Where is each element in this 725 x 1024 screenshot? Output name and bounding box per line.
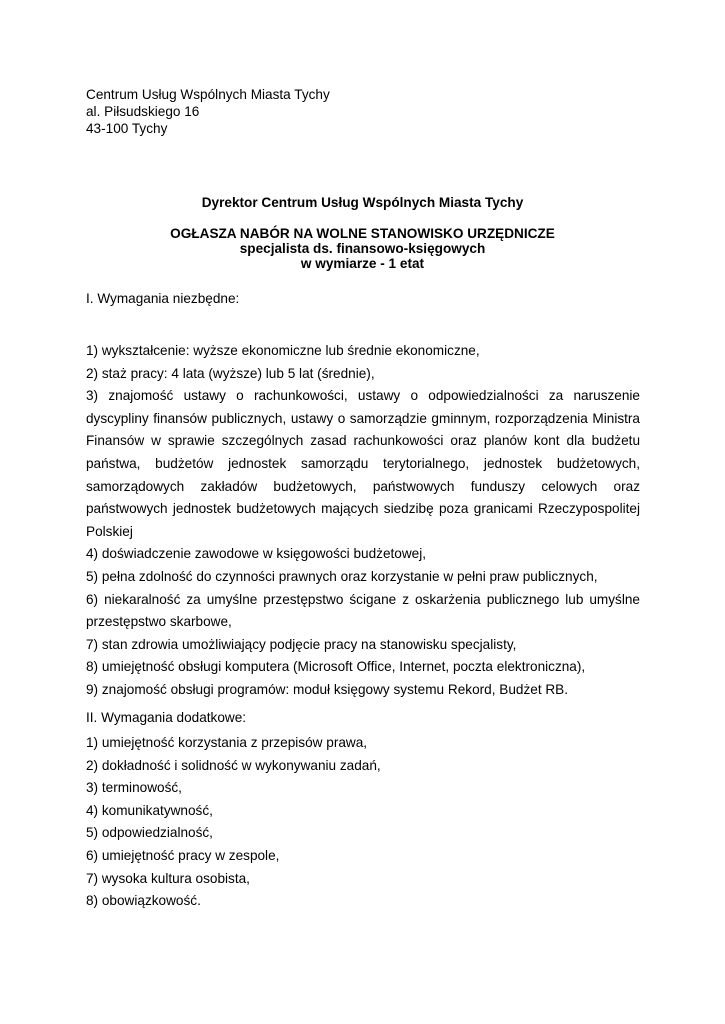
list-item: 4) komunikatywność, <box>86 802 213 818</box>
list-item: 5) odpowiedzialność, <box>86 825 213 841</box>
list-item: 2) staż pracy: 4 lata (wyższe) lub 5 lat (średnie), <box>86 365 375 381</box>
list-item: 1) umiejętność korzystania z przepisów prawa, <box>86 735 368 750</box>
list-item: 7) wysoka kultura osobista, <box>86 870 250 886</box>
list-item: 5) pełna zdolność do czynności prawnych oraz korzystanie w pełni praw publicznych, <box>86 568 598 584</box>
announcement-heading <box>0 226 725 271</box>
additional-qualifications-list <box>86 732 640 913</box>
list-item: 1) wykształcenie: wyższe ekonomiczne lub średnie ekonomiczne, <box>86 343 480 358</box>
sender-address <box>86 86 330 137</box>
employment-scope: w wymiarze - 1 etat <box>300 256 425 271</box>
required-qualifications-list <box>86 340 640 702</box>
address-line-city: 43-100 Tychy <box>86 121 168 136</box>
list-item: 6) umiejętność pracy w zespole, <box>86 847 280 863</box>
announcement-title: OGŁASZA NABÓR NA WOLNE STANOWISKO URZĘDNICZE <box>170 226 555 241</box>
list-item: 8) umiejętność obsługi komputera (Microsoft Office, Internet, poczta elektroniczna), <box>86 659 586 675</box>
list-item: 3) znajomość ustawy o rachunkowości, ustawy o odpowiedzialności za naruszenie dyscypliny finansów publicznych, ustawy o samorządzie gminnym, rozporządzenia Ministra Finansów w sprawie szczególnych zasad rachunkowości oraz planów kont dla budżetu państwa, budżetów jednostek samorządu terytorialnego, jednostek budżetowych, samorządowych zakładów budżetowych, państwowych funduszy celowych oraz państwowych jednostek budżetowych mających siedzibę poza granicami Rzeczypospolitej Polskiej <box>86 388 640 539</box>
list-item: 7) stan zdrowia umożliwiający podjęcie pracy na stanowisku specjalisty, <box>86 636 517 652</box>
position-title: specjalista ds. finansowo-księgowych <box>239 241 486 256</box>
list-item: 8) obowiązkowość. <box>86 893 201 909</box>
director-heading: Dyrektor Centrum Usług Wspólnych Miasta Tychy <box>201 195 524 210</box>
list-item: 2) dokładność i solidność w wykonywaniu zadań, <box>86 757 381 773</box>
section-additional-title: II. Wymagania dodatkowe: <box>86 710 247 725</box>
section-required-title: I. Wymagania niezbędne: <box>86 291 240 306</box>
list-item: 9) znajomość obsługi programów: moduł księgowy systemu Rekord, Budżet RB. <box>86 681 569 697</box>
list-item: 3) terminowość, <box>86 780 182 796</box>
address-line-institution: Centrum Usług Wspólnych Miasta Tychy <box>86 87 330 102</box>
list-item: 6) niekaralność za umyślne przestępstwo ścigane z oskarżenia publicznego lub umyślne przestępstwo skarbowe, <box>86 591 640 630</box>
address-line-street: al. Piłsudskiego 16 <box>86 104 200 119</box>
list-item: 4) doświadczenie zawodowe w księgowości budżetowej, <box>86 546 427 562</box>
